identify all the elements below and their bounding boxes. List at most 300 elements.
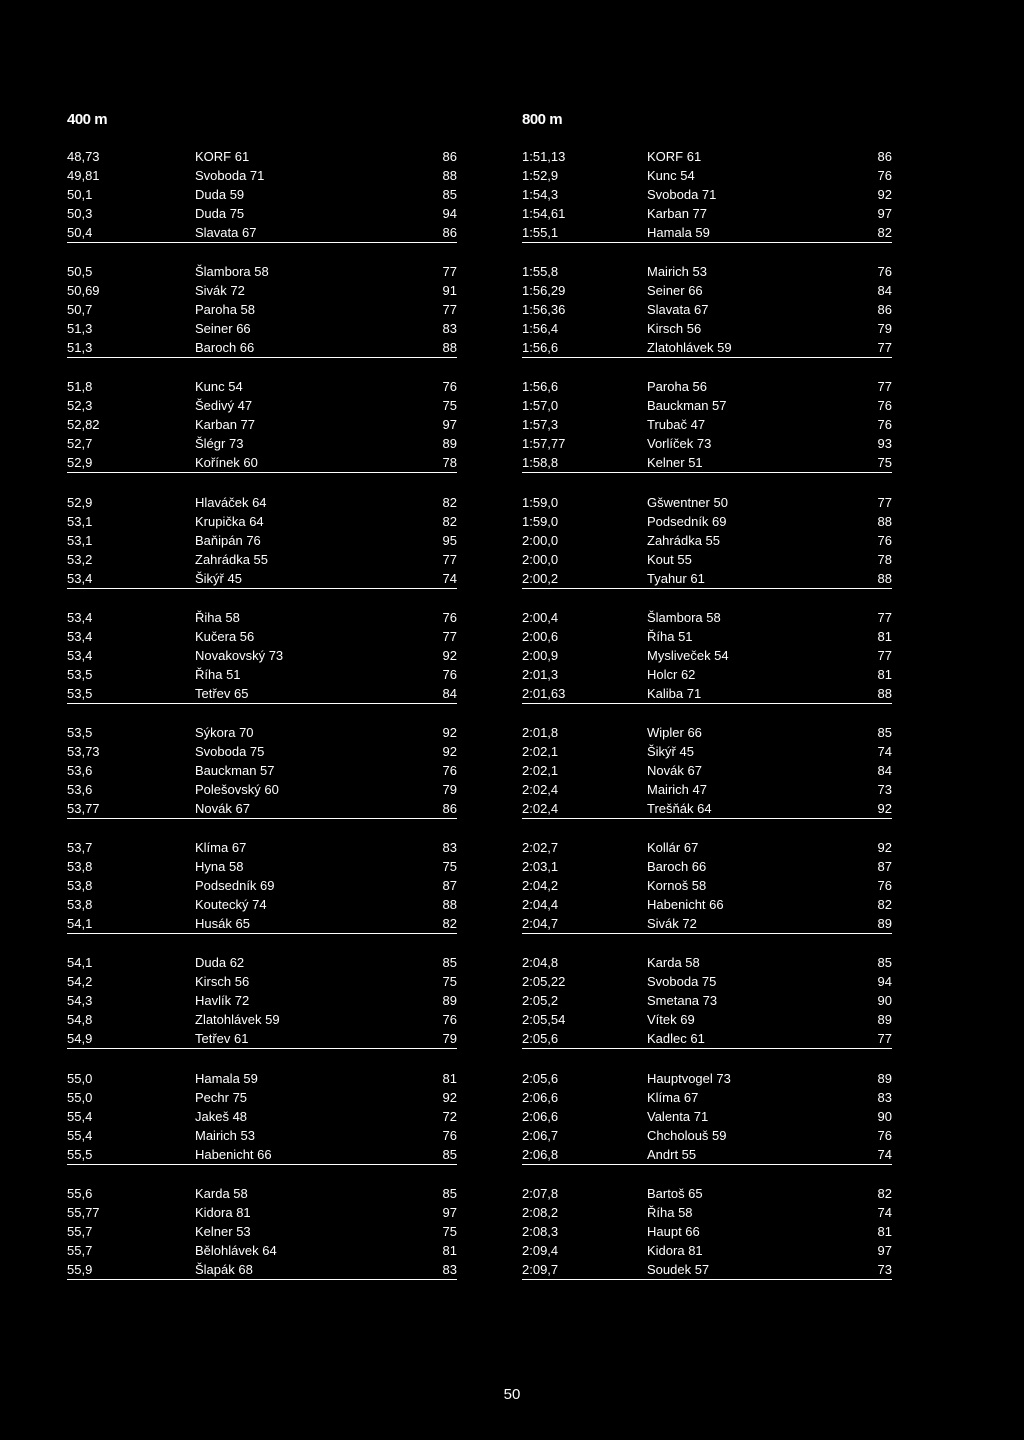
result-row	[522, 895, 892, 914]
result-time: 55,9	[67, 1261, 93, 1277]
result-time: 53,4	[67, 628, 93, 644]
result-points: 76	[877, 417, 892, 433]
athlete-name: Bauckman 57	[195, 762, 275, 778]
result-row	[522, 300, 892, 319]
athlete-name: Kučera 56	[195, 628, 255, 644]
result-row	[67, 723, 457, 742]
result-points: 77	[442, 302, 457, 318]
result-group	[67, 953, 457, 1068]
result-row	[67, 608, 457, 627]
result-time: 2:04,7	[522, 916, 559, 932]
result-row	[67, 262, 457, 281]
athlete-name: Polešovský 60	[195, 781, 279, 797]
result-points: 84	[442, 685, 457, 701]
result-points: 77	[877, 609, 892, 625]
result-time: 2:00,0	[522, 551, 559, 567]
result-points: 77	[442, 628, 457, 644]
result-row	[522, 1029, 892, 1049]
athlete-name: KORF 61	[647, 149, 702, 164]
result-row	[67, 991, 457, 1010]
result-row	[522, 742, 892, 761]
result-time: 53,7	[67, 840, 93, 856]
result-points: 86	[877, 149, 892, 164]
result-group	[522, 608, 892, 723]
result-points: 88	[877, 685, 892, 701]
result-row	[67, 857, 457, 876]
result-time: 2:06,7	[522, 1127, 559, 1143]
result-time: 1:52,9	[522, 168, 559, 183]
athlete-name: Kout 55	[647, 551, 692, 567]
result-points: 77	[877, 379, 892, 395]
result-points: 77	[877, 1031, 892, 1047]
athlete-name: Mairich 53	[195, 1127, 255, 1143]
result-time: 2:05,22	[522, 974, 566, 990]
result-time: 1:57,77	[522, 436, 566, 452]
result-row	[522, 493, 892, 512]
section-400m	[67, 105, 457, 1299]
result-time: 54,1	[67, 916, 93, 932]
result-group	[522, 953, 892, 1068]
result-row	[522, 1107, 892, 1126]
result-time: 1:56,29	[522, 283, 566, 299]
result-row	[67, 742, 457, 761]
result-row	[67, 223, 457, 243]
result-points: 89	[442, 436, 457, 452]
result-time: 53,6	[67, 762, 93, 778]
result-row	[67, 166, 457, 185]
result-row	[522, 319, 892, 338]
athlete-name: Trubač 47	[647, 417, 706, 433]
athlete-name: Klíma 67	[195, 840, 247, 856]
result-row	[67, 453, 457, 473]
result-points: 76	[442, 1012, 457, 1028]
result-points: 94	[877, 974, 892, 990]
result-row	[522, 434, 892, 453]
athlete-name: Podsedník 69	[195, 878, 275, 894]
result-row	[67, 204, 457, 223]
athlete-name: Šikýř 45	[647, 743, 694, 759]
result-time: 50,69	[67, 283, 100, 299]
result-points: 86	[877, 302, 892, 318]
result-row	[67, 1260, 457, 1280]
result-time: 2:06,6	[522, 1089, 559, 1105]
athlete-name: Kirsch 56	[647, 321, 702, 337]
result-row	[67, 627, 457, 646]
result-row	[522, 914, 892, 934]
result-row	[522, 723, 892, 742]
result-points: 88	[877, 513, 892, 529]
result-row	[67, 1145, 457, 1165]
result-row	[522, 665, 892, 684]
result-points: 97	[877, 206, 892, 221]
result-time: 2:02,4	[522, 800, 559, 816]
result-points: 84	[877, 283, 892, 299]
athlete-name: Koutecký 74	[195, 897, 267, 913]
athlete-name: Karda 58	[647, 955, 700, 971]
result-points: 78	[442, 455, 457, 471]
result-time: 2:05,6	[522, 1031, 559, 1047]
athlete-name: Kadlec 61	[647, 1031, 705, 1047]
athlete-name: Vítek 69	[647, 1012, 695, 1028]
result-row	[67, 1222, 457, 1241]
athlete-name: Svoboda 71	[195, 168, 265, 183]
result-row	[67, 377, 457, 396]
result-time: 2:00,6	[522, 628, 559, 644]
result-points: 85	[442, 955, 457, 971]
result-group	[522, 723, 892, 838]
athlete-name: Sivák 72	[195, 283, 245, 299]
result-row	[67, 799, 457, 819]
result-time: 1:55,8	[522, 264, 559, 280]
result-points: 82	[442, 494, 457, 510]
result-time: 1:51,13	[522, 149, 566, 164]
result-points: 81	[877, 1223, 892, 1239]
result-row	[522, 147, 892, 166]
result-group	[67, 838, 457, 953]
result-points: 82	[442, 513, 457, 529]
athlete-name: Kunc 54	[195, 379, 243, 395]
result-points: 77	[442, 264, 457, 280]
athlete-name: Tetřev 65	[195, 685, 249, 701]
athlete-name: Svoboda 75	[195, 743, 265, 759]
athlete-name: Bělohlávek 64	[195, 1242, 277, 1258]
result-points: 76	[877, 878, 892, 894]
result-row	[522, 608, 892, 627]
athlete-name: Hamala 59	[647, 225, 710, 240]
result-group	[67, 147, 457, 262]
result-time: 2:06,6	[522, 1108, 559, 1124]
result-row	[67, 1107, 457, 1126]
result-group	[522, 1184, 892, 1299]
result-time: 2:09,4	[522, 1242, 559, 1258]
athlete-name: Havlík 72	[195, 993, 250, 1009]
result-row	[522, 646, 892, 665]
athlete-name: Paroha 58	[195, 302, 255, 318]
athlete-name: Vorlíček 73	[647, 436, 712, 452]
athlete-name: Smetana 73	[647, 993, 718, 1009]
result-group	[67, 1184, 457, 1299]
athlete-name: Mairich 53	[647, 264, 707, 280]
result-group	[67, 493, 457, 608]
athlete-name: Hamala 59	[195, 1070, 258, 1086]
result-points: 74	[877, 1146, 892, 1162]
result-row	[522, 1260, 892, 1280]
athlete-name: Zlatohlávek 59	[195, 1012, 280, 1028]
result-time: 2:01,8	[522, 724, 559, 740]
result-group	[522, 147, 892, 262]
result-points: 89	[877, 1012, 892, 1028]
result-time: 53,73	[67, 743, 100, 759]
result-points: 84	[877, 762, 892, 778]
result-time: 54,2	[67, 974, 93, 990]
athlete-name: Seiner 66	[195, 321, 251, 337]
result-points: 87	[442, 878, 457, 894]
athlete-name: Tyahur 61	[647, 570, 705, 586]
athlete-name: Gšwentner 50	[647, 494, 728, 510]
result-time: 48,73	[67, 149, 100, 164]
result-row	[522, 857, 892, 876]
result-points: 92	[442, 724, 457, 740]
result-row	[522, 512, 892, 531]
result-time: 53,8	[67, 878, 93, 894]
result-points: 76	[442, 762, 457, 778]
athlete-name: KORF 61	[195, 149, 250, 164]
result-time: 2:02,1	[522, 762, 559, 778]
result-row	[522, 780, 892, 799]
result-row	[67, 415, 457, 434]
result-row	[67, 1203, 457, 1222]
result-time: 55,77	[67, 1204, 100, 1220]
result-points: 88	[442, 168, 457, 183]
result-row	[67, 761, 457, 780]
athlete-name: Slavata 67	[647, 302, 709, 318]
athlete-name: Hlaváček 64	[195, 494, 267, 510]
result-time: 2:07,8	[522, 1185, 559, 1201]
result-points: 85	[877, 955, 892, 971]
result-row	[522, 262, 892, 281]
result-group	[67, 377, 457, 492]
result-row	[67, 895, 457, 914]
result-group	[67, 262, 457, 377]
athlete-name: Soudek 57	[647, 1261, 710, 1277]
result-points: 90	[877, 1108, 892, 1124]
athlete-name: Paroha 56	[647, 379, 707, 395]
result-points: 90	[877, 993, 892, 1009]
result-row	[522, 1069, 892, 1088]
athlete-name: Novák 67	[195, 800, 250, 816]
result-time: 51,8	[67, 379, 93, 395]
athlete-name: Krupička 64	[195, 513, 264, 529]
athlete-name: Kelner 51	[647, 455, 703, 471]
section-800m	[522, 105, 892, 1299]
result-points: 81	[877, 628, 892, 644]
result-points: 82	[877, 1185, 892, 1201]
result-row	[67, 684, 457, 704]
section-title: 400 m	[67, 111, 108, 128]
result-row	[522, 377, 892, 396]
result-time: 50,4	[67, 225, 93, 240]
result-row	[522, 1184, 892, 1203]
result-points: 77	[877, 647, 892, 663]
result-time: 52,7	[67, 436, 93, 452]
result-time: 53,6	[67, 781, 93, 797]
result-time: 2:08,2	[522, 1204, 559, 1220]
result-time: 55,4	[67, 1108, 93, 1124]
athlete-name: Kořínek 60	[195, 455, 258, 471]
athlete-name: Trešňák 64	[647, 800, 712, 816]
result-time: 2:04,4	[522, 897, 559, 913]
result-row	[67, 665, 457, 684]
result-time: 53,4	[67, 609, 93, 625]
result-row	[67, 1029, 457, 1049]
result-time: 52,9	[67, 494, 93, 510]
athlete-name: Baroch 66	[647, 859, 707, 875]
result-time: 1:56,6	[522, 340, 559, 356]
result-row	[522, 838, 892, 857]
result-time: 51,3	[67, 340, 93, 356]
result-time: 2:00,9	[522, 647, 559, 663]
result-points: 74	[877, 743, 892, 759]
result-points: 92	[877, 800, 892, 816]
result-points: 89	[877, 916, 892, 932]
result-points: 94	[442, 206, 457, 221]
athlete-name: Šedivý 47	[195, 398, 253, 414]
athlete-name: Bartoš 65	[647, 1185, 703, 1201]
athlete-name: Hauptvogel 73	[647, 1070, 731, 1086]
athlete-name: Klíma 67	[647, 1089, 699, 1105]
result-time: 55,6	[67, 1185, 93, 1201]
result-points: 79	[877, 321, 892, 337]
page-number: 50	[503, 1386, 521, 1403]
result-row	[67, 972, 457, 991]
result-time: 2:00,2	[522, 570, 559, 586]
athlete-name: Karban 77	[195, 417, 255, 433]
result-time: 1:57,3	[522, 417, 559, 433]
result-row	[67, 147, 457, 166]
result-row	[67, 512, 457, 531]
result-points: 83	[442, 1261, 457, 1277]
result-group	[67, 1069, 457, 1184]
result-time: 55,0	[67, 1070, 93, 1086]
athlete-name: Kirsch 56	[195, 974, 250, 990]
athlete-name: Novakovský 73	[195, 647, 284, 663]
result-row	[522, 550, 892, 569]
athlete-name: Holcr 62	[647, 666, 696, 682]
result-row	[67, 646, 457, 665]
result-points: 75	[877, 455, 892, 471]
result-row	[522, 531, 892, 550]
result-time: 54,8	[67, 1012, 93, 1028]
result-row	[522, 185, 892, 204]
result-points: 82	[877, 897, 892, 913]
result-time: 53,1	[67, 532, 93, 548]
result-time: 54,1	[67, 955, 93, 971]
result-time: 55,7	[67, 1223, 93, 1239]
athlete-name: Valenta 71	[647, 1108, 709, 1124]
result-points: 83	[442, 321, 457, 337]
result-points: 76	[442, 666, 457, 682]
result-points: 85	[442, 1185, 457, 1201]
results-list	[67, 147, 457, 1299]
athlete-name: Kunc 54	[647, 168, 695, 183]
result-time: 2:05,2	[522, 993, 559, 1009]
result-points: 81	[442, 1070, 457, 1086]
result-time: 2:04,2	[522, 878, 559, 894]
result-row	[522, 166, 892, 185]
result-time: 1:56,36	[522, 302, 566, 318]
result-points: 76	[442, 379, 457, 395]
result-row	[522, 627, 892, 646]
result-row	[67, 838, 457, 857]
result-time: 2:05,54	[522, 1012, 566, 1028]
result-points: 92	[442, 1089, 457, 1105]
result-points: 92	[442, 743, 457, 759]
result-points: 85	[442, 187, 457, 202]
athlete-name: Říha 51	[195, 666, 241, 682]
result-row	[522, 876, 892, 895]
result-points: 76	[442, 1127, 457, 1143]
result-time: 2:06,8	[522, 1146, 559, 1162]
result-points: 82	[442, 916, 457, 932]
result-row	[522, 223, 892, 243]
athlete-name: Šlapák 68	[195, 1261, 253, 1277]
result-row	[522, 396, 892, 415]
athlete-name: Svoboda 71	[647, 187, 717, 202]
result-group	[522, 377, 892, 492]
result-time: 2:05,6	[522, 1070, 559, 1086]
result-row	[67, 300, 457, 319]
result-points: 89	[877, 1070, 892, 1086]
result-points: 75	[442, 398, 457, 414]
athlete-name: Kaliba 71	[647, 685, 702, 701]
result-points: 97	[877, 1242, 892, 1258]
athlete-name: Mysliveček 54	[647, 647, 729, 663]
result-row	[522, 338, 892, 358]
result-points: 88	[442, 340, 457, 356]
result-row	[67, 780, 457, 799]
result-points: 76	[877, 1127, 892, 1143]
result-time: 1:59,0	[522, 513, 559, 529]
athlete-name: Duda 59	[195, 187, 245, 202]
athlete-name: Říha 58	[647, 1204, 693, 1220]
result-points: 77	[877, 494, 892, 510]
athlete-name: Kornoš 58	[647, 878, 707, 894]
athlete-name: Karban 77	[647, 206, 707, 221]
result-row	[522, 1241, 892, 1260]
result-points: 95	[442, 532, 457, 548]
athlete-name: Sýkora 70	[195, 724, 254, 740]
result-time: 54,3	[67, 993, 93, 1009]
athlete-name: Duda 62	[195, 955, 245, 971]
result-time: 2:00,4	[522, 609, 559, 625]
result-row	[67, 493, 457, 512]
result-row	[67, 876, 457, 895]
result-time: 55,0	[67, 1089, 93, 1105]
result-time: 55,7	[67, 1242, 93, 1258]
athlete-name: Řiha 58	[195, 609, 240, 625]
result-time: 55,5	[67, 1146, 93, 1162]
result-time: 53,8	[67, 897, 93, 913]
athlete-name: Novák 67	[647, 762, 702, 778]
result-row	[67, 1126, 457, 1145]
result-time: 50,7	[67, 302, 93, 318]
result-group	[522, 838, 892, 953]
result-time: 2:01,3	[522, 666, 559, 682]
result-time: 1:59,0	[522, 494, 559, 510]
result-row	[67, 531, 457, 550]
result-time: 2:02,4	[522, 781, 559, 797]
athlete-name: Seiner 66	[647, 283, 703, 299]
result-time: 2:00,0	[522, 532, 559, 548]
athlete-name: Wipler 66	[647, 724, 702, 740]
result-row	[67, 1184, 457, 1203]
result-row	[522, 204, 892, 223]
result-points: 81	[442, 1242, 457, 1258]
result-points: 78	[877, 551, 892, 567]
result-points: 87	[877, 859, 892, 875]
athlete-name: Pechr 75	[195, 1089, 248, 1105]
result-points: 92	[442, 647, 457, 663]
result-points: 83	[442, 840, 457, 856]
result-time: 52,9	[67, 455, 93, 471]
result-points: 89	[442, 993, 457, 1009]
athlete-name: Říha 51	[647, 628, 693, 644]
athlete-name: Svoboda 75	[647, 974, 717, 990]
athlete-name: Zlatohlávek 59	[647, 340, 732, 356]
result-row	[522, 761, 892, 780]
result-points: 86	[442, 800, 457, 816]
result-time: 52,82	[67, 417, 100, 433]
